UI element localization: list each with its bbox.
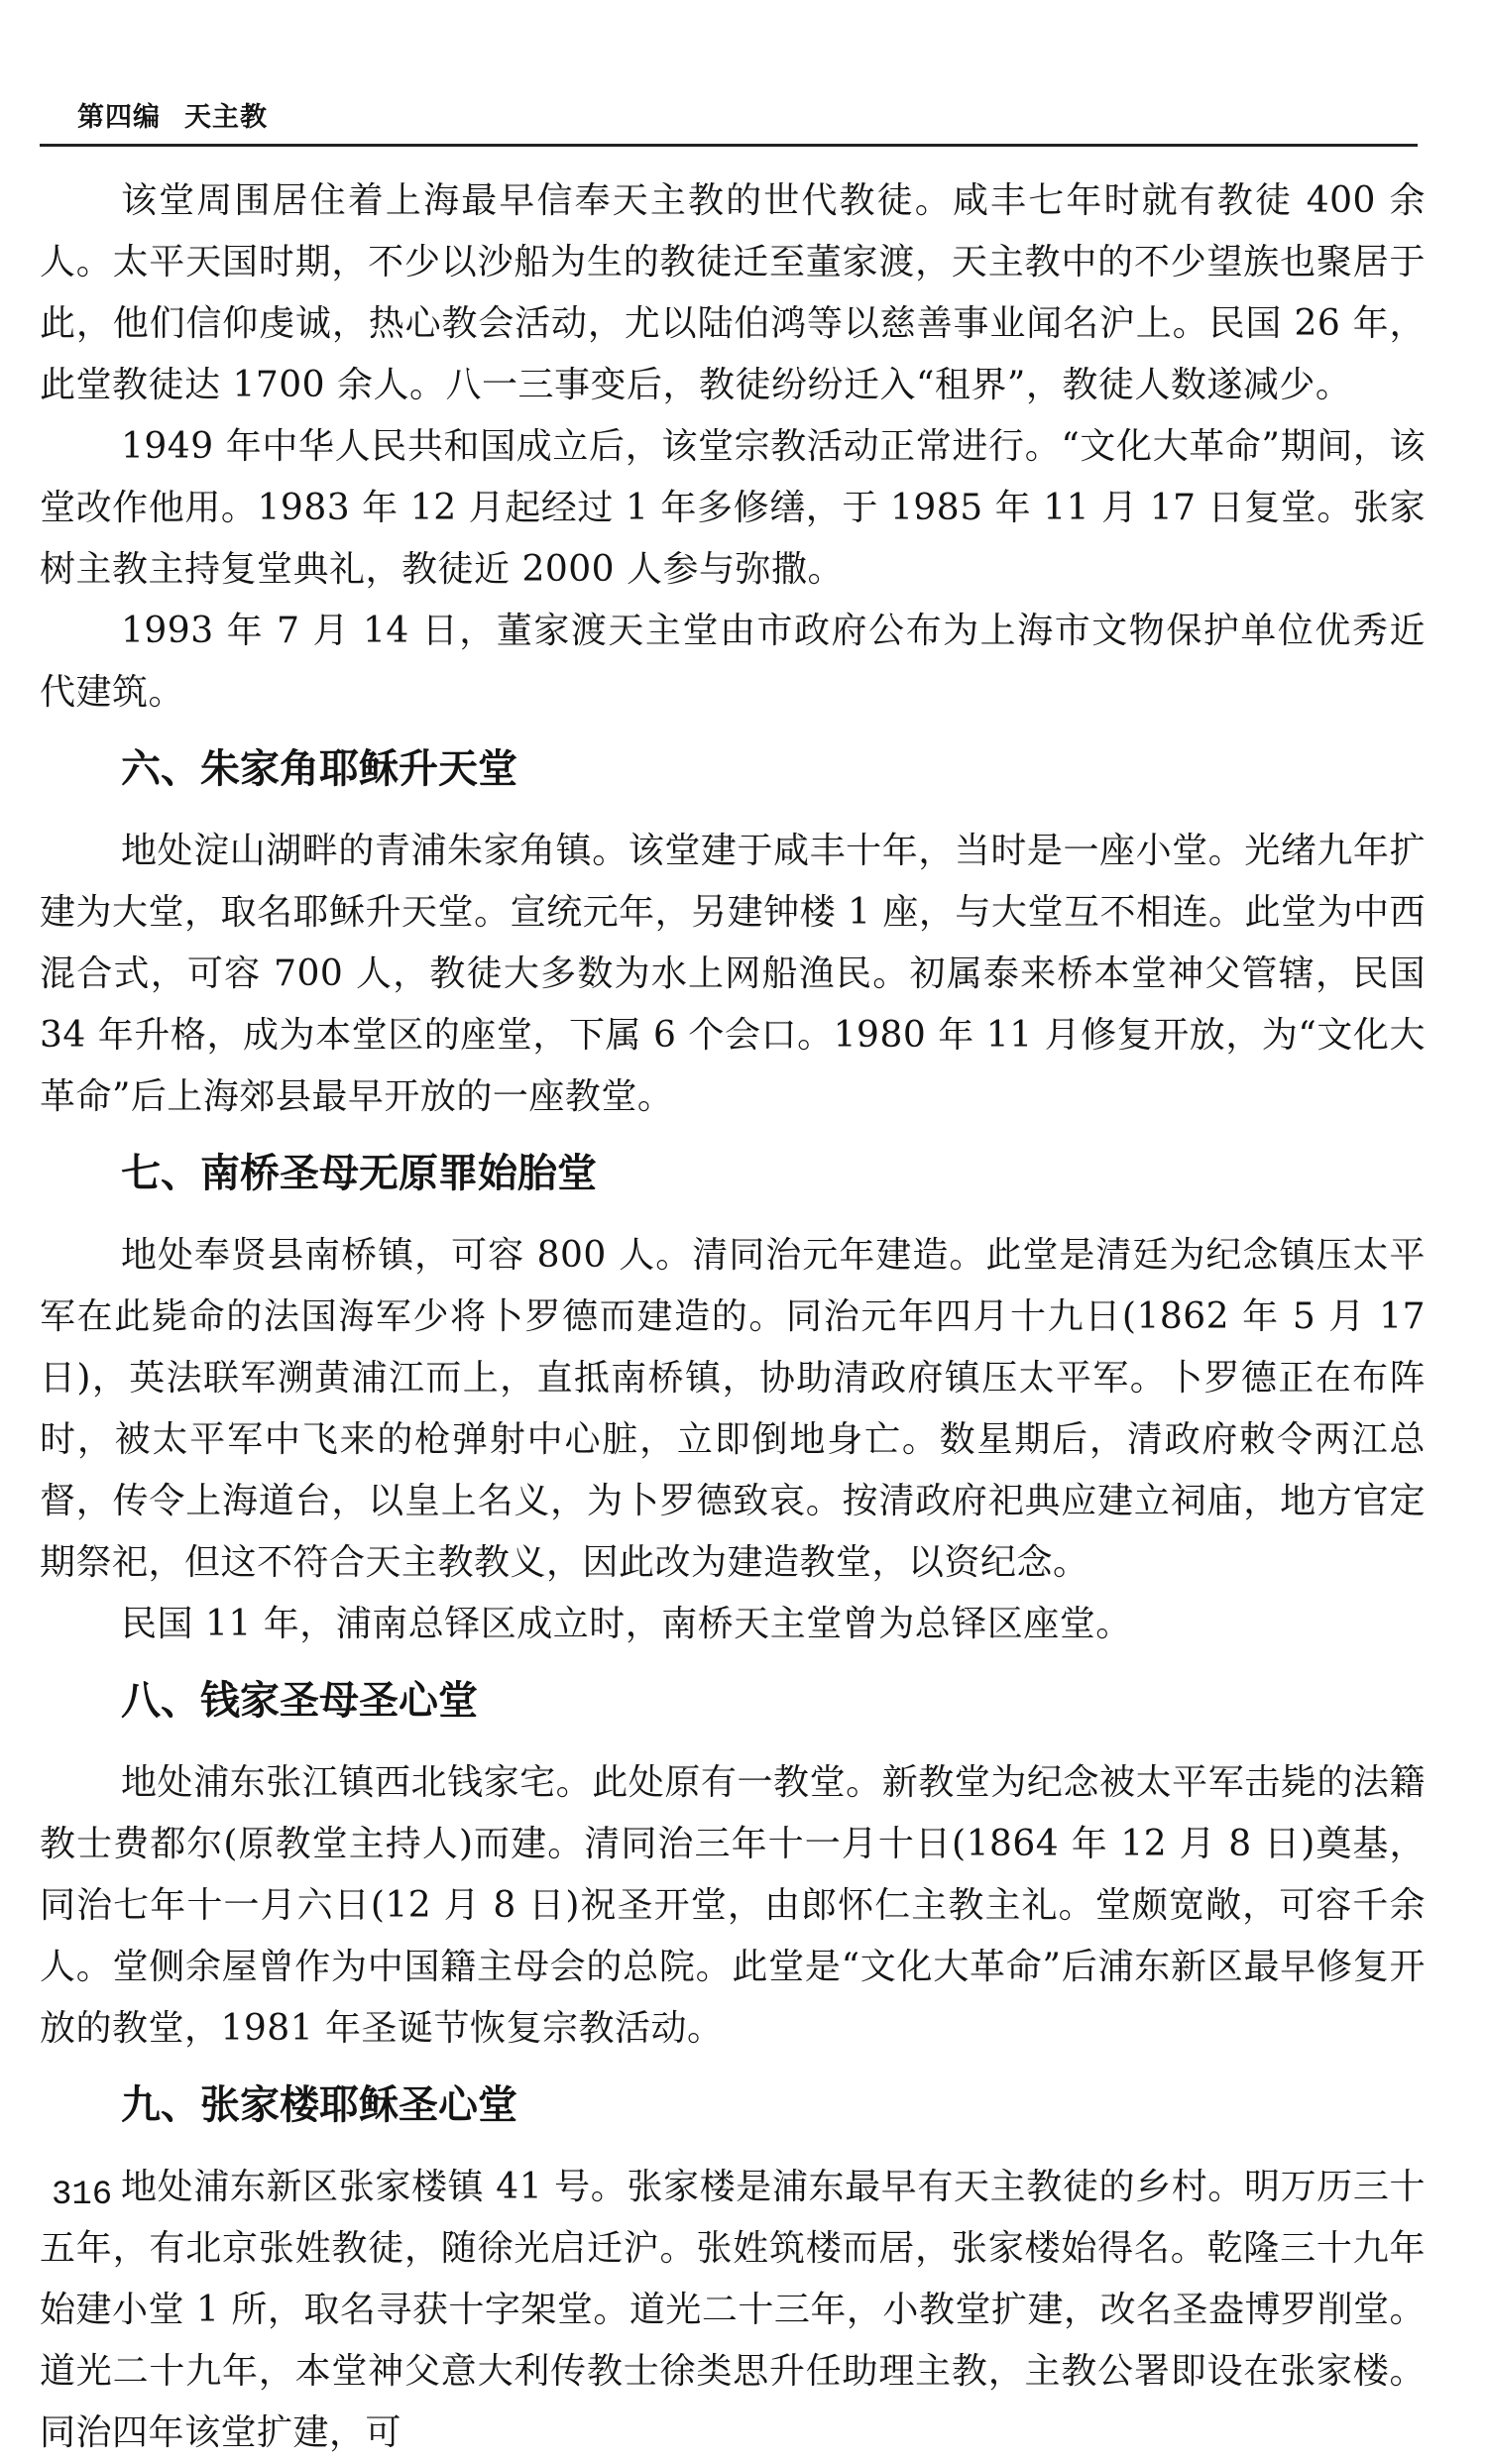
section-heading: 九、张家楼耶稣圣心堂 xyxy=(121,2082,517,2128)
body-text xyxy=(40,170,1426,2464)
paragraph: 1949 年中华人民共和国成立后，该堂宗教活动正常进行。“文化大革命”期间，该堂改作他用。1983 年 12 月起经过 1 年多修缮，于 1985 年 11 月 17 日复堂。张家树主教主持复堂典礼，教徒近 2000 人参与弥撒。 xyxy=(40,426,1426,590)
header-part: 第四编 xyxy=(77,102,161,133)
paragraph: 民国 11 年，浦南总铎区成立时，南桥天主堂曾为总铎区座堂。 xyxy=(121,1604,1132,1644)
paragraph: 1993 年 7 月 14 日，董家渡天主堂由市政府公布为上海市文物保护单位优秀近代建筑。 xyxy=(40,611,1426,713)
header-title: 天主教 xyxy=(184,102,268,133)
paragraph: 地处浦东张江镇西北钱家宅。此处原有一教堂。新教堂为纪念被太平军击毙的法籍教士费都尔(原教堂主持人)而建。清同治三年十一月十日(1864 年 12 月 8 日)奠基，同治七年十一月六日(12 月 8 日)祝圣开堂，由郎怀仁主教主礼。堂颇宽敞，可容千余人。堂侧余屋曾作为中国籍主母会的总院。此堂是“文化大革命”后浦东新区最早修复开放的教堂，1981 年圣诞节恢复宗教活动。 xyxy=(40,1762,1426,2049)
header-rule xyxy=(40,144,1418,147)
section-heading: 六、朱家角耶稣升天堂 xyxy=(121,746,517,792)
paragraph: 地处淀山湖畔的青浦朱家角镇。该堂建于咸丰十年，当时是一座小堂。光绪九年扩建为大堂，取名耶稣升天堂。宣统元年，另建钟楼 1 座，与大堂互不相连。此堂为中西混合式，可容 700 人，教徒大多数为水上网船渔民。初属泰来桥本堂神父管辖，民国 34 年升格，成为本堂区的座堂，下属 6 个会口。1980 年 11 月修复开放，为“文化大革命”后上海郊县最早开放的一座教堂。 xyxy=(40,831,1426,1117)
paragraph: 该堂周围居住着上海最早信奉天主教的世代教徒。咸丰七年时就有教徒 400 余人。太平天国时期，不少以沙船为生的教徒迁至董家渡，天主教中的不少望族也聚居于此，他们信仰虔诚，热心教会活动，尤以陆伯鸿等以慈善事业闻名沪上。民国 26 年，此堂教徒达 1700 余人。八一三事变后，教徒纷纷迁入“租界”，教徒人数遂减少。 xyxy=(40,180,1426,405)
paragraph: 地处奉贤县南桥镇，可容 800 人。清同治元年建造。此堂是清廷为纪念镇压太平军在此毙命的法国海军少将卜罗德而建造的。同治元年四月十九日(1862 年 5 月 17 日)，英法联军溯黄浦江而上，直抵南桥镇，协助清政府镇压太平军。卜罗德正在布阵时，被太平军中飞来的枪弹射中心脏，立即倒地身亡。数星期后，清政府敕令两江总督，传令上海道台，以皇上名义，为卜罗德致哀。按清政府祀典应建立祠庙，地方官定期祭祀，但这不符合天主教教义，因此改为建造教堂，以资纪念。 xyxy=(40,1235,1426,1583)
paragraph: 地处浦东新区张家楼镇 41 号。张家楼是浦东最早有天主教徒的乡村。明万历三十五年，有北京张姓教徒，随徐光启迁沪。张姓筑楼而居，张家楼始得名。乾隆三十九年始建小堂 1 所，取名寻获十字架堂。道光二十三年，小教堂扩建，改名圣盎博罗削堂。道光二十九年，本堂神父意大利传教士徐类思升任助理主教，主教公署即设在张家楼。同治四年该堂扩建，可 xyxy=(40,2167,1426,2453)
running-header xyxy=(77,95,268,134)
section-heading: 八、钱家圣母圣心堂 xyxy=(121,1678,478,1724)
section-heading: 七、南桥圣母无原罪始胎堂 xyxy=(121,1151,597,1196)
page-number: 316 xyxy=(52,2177,113,2214)
